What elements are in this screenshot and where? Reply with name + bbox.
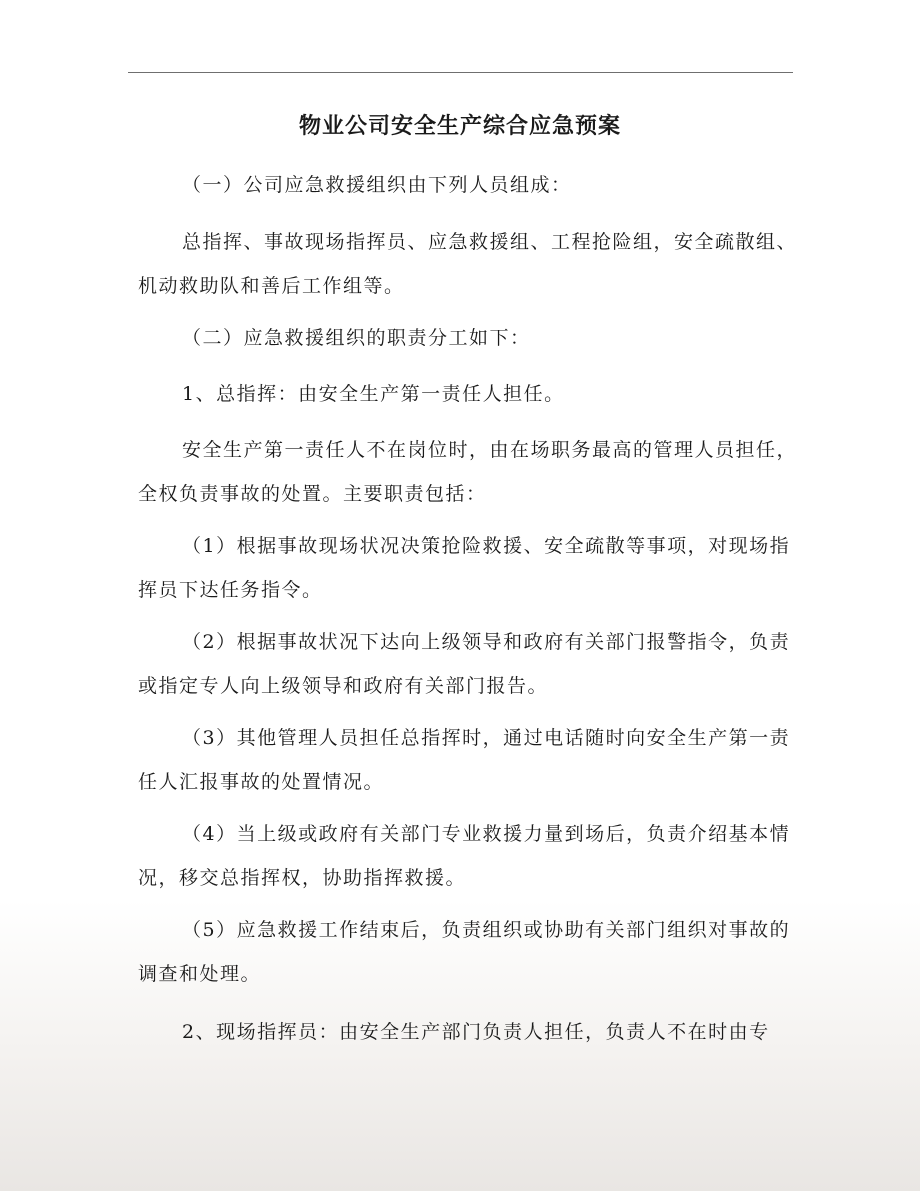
paragraph-5: 安全生产第一责任人不在岗位时，由在场职务最高的管理人员担任，全权负责事故的处置。主要职责包括： [138, 439, 798, 505]
paragraph-9: （4）当上级或政府有关部门专业救援力量到场后，负责介绍基本情况，移交总指挥权，协助指挥救援。 [138, 823, 791, 889]
paragraph-2: 总指挥、事故现场指挥员、应急救援组、工程抢险组，安全疏散组、机动救助队和善后工作组等。 [138, 231, 798, 297]
paragraph-1: （一）公司应急救援组织由下列人员组成： [182, 174, 572, 196]
paragraph-11: 2、现场指挥员：由安全生产部门负责人担任，负责人不在时由专 [182, 1021, 770, 1043]
paragraph-3: （二）应急救援组织的职责分工如下： [182, 327, 531, 349]
header-rule [128, 72, 793, 73]
paragraph-7: （2）根据事故状况下达向上级领导和政府有关部门报警指令，负责或指定专人向上级领导和政府有关部门报告。 [138, 631, 791, 697]
paragraph-6: （1）根据事故现场状况决策抢险救援、安全疏散等事项，对现场指挥员下达任务指令。 [138, 535, 791, 601]
document-title: 物业公司安全生产综合应急预案 [298, 113, 621, 139]
paragraph-8: （3）其他管理人员担任总指挥时，通过电话随时向安全生产第一责任人汇报事故的处置情况。 [138, 727, 791, 793]
paragraph-4: 1、总指挥：由安全生产第一责任人担任。 [182, 383, 565, 405]
paragraph-10: （5）应急救援工作结束后，负责组织或协助有关部门组织对事故的调查和处理。 [138, 919, 791, 985]
